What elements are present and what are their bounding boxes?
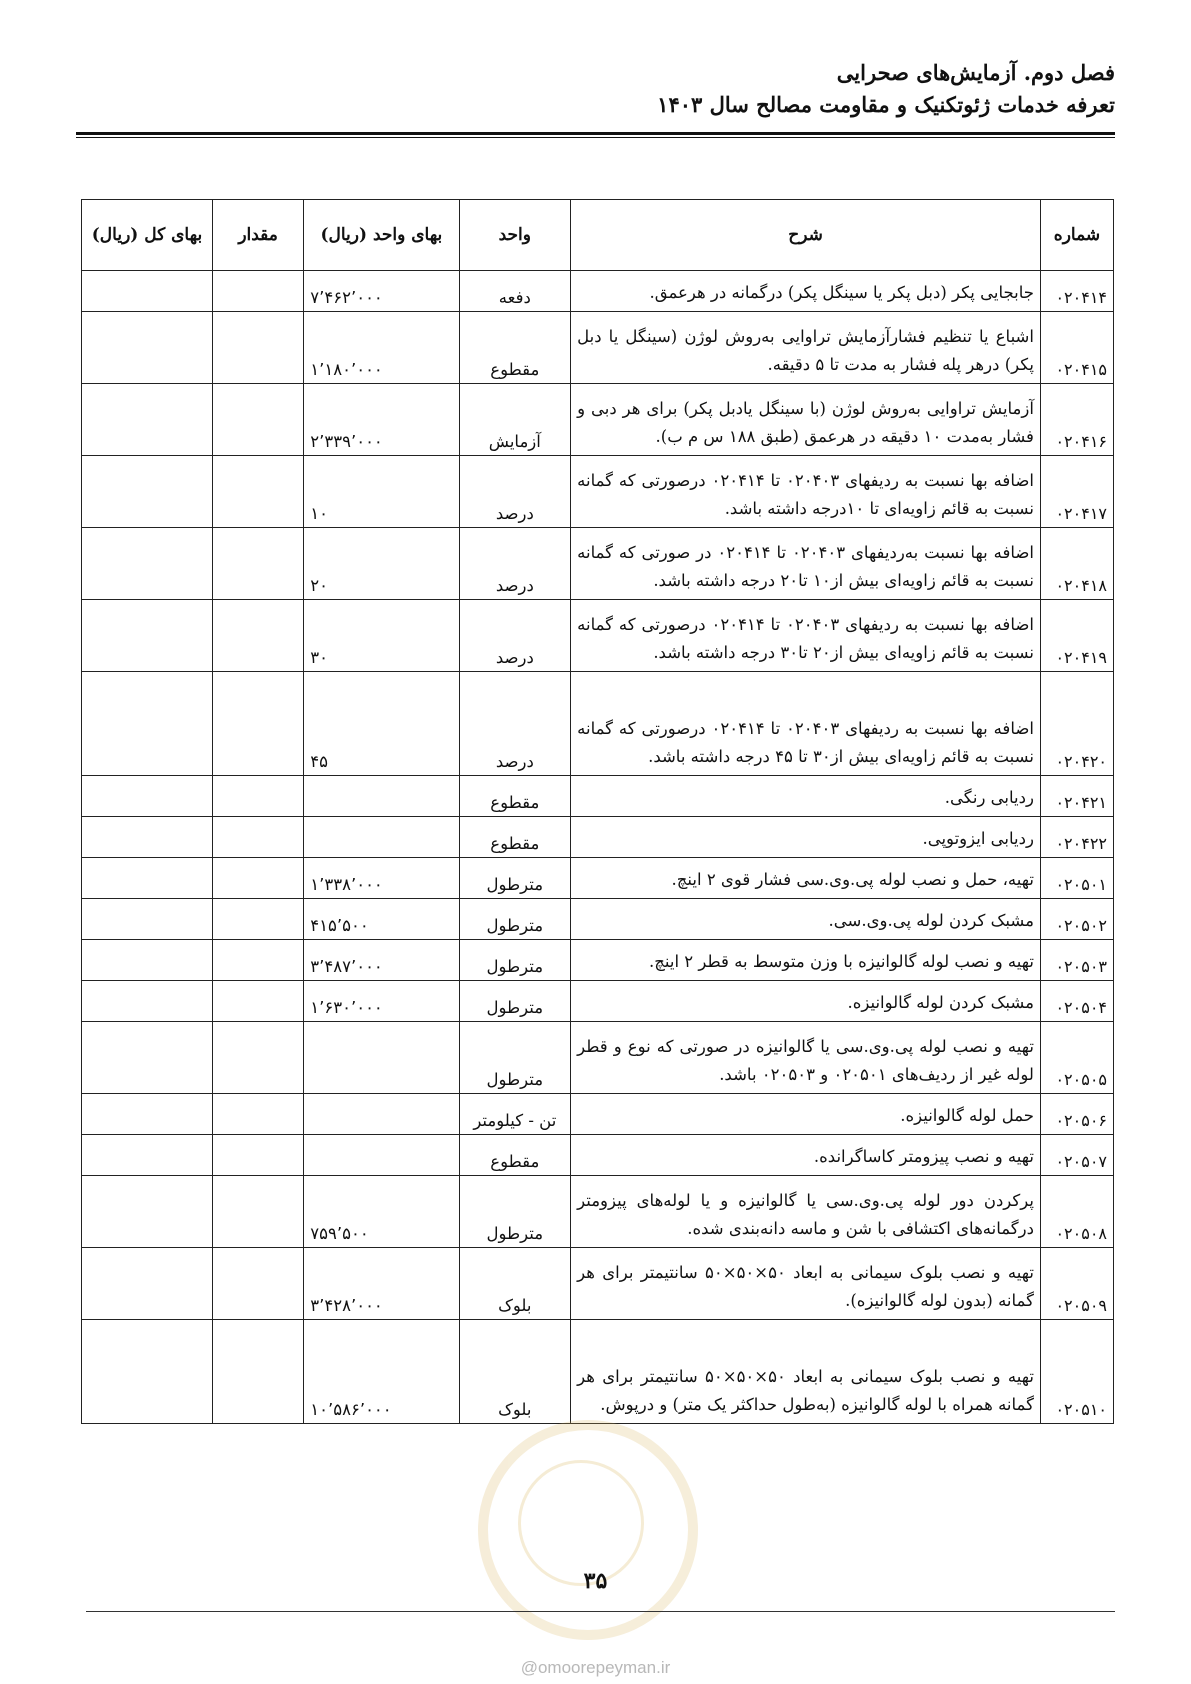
table-header-row [82, 200, 1114, 271]
item-unit-price: ۷٬۴۶۲٬۰۰۰ [304, 271, 459, 312]
table-row [82, 1094, 1114, 1135]
item-unit-price: ۳٬۴۸۷٬۰۰۰ [304, 940, 459, 981]
table-row [82, 858, 1114, 899]
item-code: ۰۲۰۵۰۷ [1040, 1135, 1113, 1176]
page-number: ۳۵ [583, 1568, 608, 1594]
item-unit: مقطوع [459, 817, 571, 858]
item-unit: مقطوع [459, 776, 571, 817]
item-code: ۰۲۰۵۱۰ [1040, 1320, 1113, 1424]
item-quantity [212, 940, 303, 981]
table-row [82, 600, 1114, 672]
item-code: ۰۲۰۴۱۴ [1040, 271, 1113, 312]
item-unit: دفعه [459, 271, 571, 312]
item-total-price [82, 1135, 213, 1176]
item-description: آزمایش تراوایی به‌روش لوژن (با سینگل یادبل پکر) برای هر دبی و فشار به‌مدت ۱۰ دقیقه در هرعمق (طبق ۱۸۸ س م ب). [571, 384, 1041, 456]
item-unit-price: ۴۱۵٬۵۰۰ [304, 899, 459, 940]
item-description: تهیه و نصب لوله گالوانیزه با وزن متوسط به قطر ۲ اینچ. [571, 940, 1041, 981]
seal-watermark-image [478, 1420, 698, 1640]
table-row [82, 776, 1114, 817]
item-unit: آزمایش [459, 384, 571, 456]
item-total-price [82, 817, 213, 858]
item-unit-price: ۷۵۹٬۵۰۰ [304, 1176, 459, 1248]
item-code: ۰۲۰۴۱۶ [1040, 384, 1113, 456]
item-unit: مترطول [459, 940, 571, 981]
item-unit: درصد [459, 456, 571, 528]
item-description: جابجایی پکر (دبل پکر یا سینگل پکر) درگمانه در هرعمق. [571, 271, 1041, 312]
item-code: ۰۲۰۵۰۱ [1040, 858, 1113, 899]
item-quantity [212, 1320, 303, 1424]
item-total-price [82, 672, 213, 776]
item-description: پرکردن دور لوله پی.وی.سی یا گالوانیزه و یا لوله‌های پیزومتر درگمانه‌های اکتشافی با شن و ماسه دانه‌بندی شده. [571, 1176, 1041, 1248]
item-unit: درصد [459, 528, 571, 600]
item-total-price [82, 312, 213, 384]
item-total-price [82, 940, 213, 981]
item-total-price [82, 858, 213, 899]
item-quantity [212, 1248, 303, 1320]
item-description: مشبک کردن لوله گالوانیزه. [571, 981, 1041, 1022]
item-description: اضافه بها نسبت به‌ردیفهای ۰۲۰۴۰۳ تا ۰۲۰۴۱۴ در صورتی که گمانه نسبت به قائم زاویه‌ای بیش از۱۰ تا۲۰ درجه داشته باشد. [571, 528, 1041, 600]
table-body [82, 271, 1114, 1424]
item-quantity [212, 600, 303, 672]
header-code: شماره [1040, 200, 1113, 271]
item-total-price [82, 981, 213, 1022]
item-unit-price [304, 776, 459, 817]
item-description: اضافه بها نسبت به ردیفهای ۰۲۰۴۰۳ تا ۰۲۰۴۱۴ درصورتی که گمانه نسبت به قائم زاویه‌ای بیش از۲۰ تا۳۰ درجه داشته باشد. [571, 600, 1041, 672]
item-unit: مترطول [459, 858, 571, 899]
item-total-price [82, 528, 213, 600]
item-code: ۰۲۰۵۰۲ [1040, 899, 1113, 940]
item-description: ردیابی رنگی. [571, 776, 1041, 817]
item-total-price [82, 1094, 213, 1135]
header-divider-thin [76, 137, 1115, 138]
item-code: ۰۲۰۵۰۳ [1040, 940, 1113, 981]
item-quantity [212, 312, 303, 384]
item-description: اشباع یا تنظیم فشارآزمایش تراوایی به‌روش لوژن (سینگل یا دبل پکر) درهر پله فشار به مدت تا ۵ دقیقه. [571, 312, 1041, 384]
item-description: تهیه و نصب بلوک سیمانی به ابعاد ۵۰×۵۰×۵۰ سانتیمتر برای هر گمانه (بدون لوله گالوانیزه). [571, 1248, 1041, 1320]
chapter-title: فصل دوم. آزمایش‌های صحرایی [836, 60, 1115, 85]
item-unit-price [304, 1022, 459, 1094]
item-total-price [82, 776, 213, 817]
item-code: ۰۲۰۴۲۲ [1040, 817, 1113, 858]
item-total-price [82, 1320, 213, 1424]
item-code: ۰۲۰۴۱۸ [1040, 528, 1113, 600]
item-code: ۰۲۰۵۰۶ [1040, 1094, 1113, 1135]
item-total-price [82, 271, 213, 312]
item-unit-price: ۴۵ [304, 672, 459, 776]
item-unit-price: ۱٬۱۸۰٬۰۰۰ [304, 312, 459, 384]
item-code: ۰۲۰۴۱۷ [1040, 456, 1113, 528]
table-row [82, 312, 1114, 384]
item-description: حمل لوله گالوانیزه. [571, 1094, 1041, 1135]
table-row [82, 981, 1114, 1022]
item-unit-price [304, 1135, 459, 1176]
item-unit: بلوک [459, 1248, 571, 1320]
item-unit-price: ۳٬۴۲۸٬۰۰۰ [304, 1248, 459, 1320]
item-quantity [212, 858, 303, 899]
item-unit: درصد [459, 600, 571, 672]
item-description: تهیه و نصب پیزومتر کاساگرانده. [571, 1135, 1041, 1176]
item-total-price [82, 600, 213, 672]
document-subtitle: تعرفه خدمات ژئوتکنیک و مقاومت مصالح سال ۱۴۰۳ [657, 92, 1115, 117]
item-quantity [212, 981, 303, 1022]
item-total-price [82, 1176, 213, 1248]
table-row [82, 271, 1114, 312]
item-description: اضافه بها نسبت به ردیفهای ۰۲۰۴۰۳ تا ۰۲۰۴۱۴ درصورتی که گمانه نسبت به قائم زاویه‌ای تا ۱۰درجه داشته باشد. [571, 456, 1041, 528]
item-quantity [212, 899, 303, 940]
item-code: ۰۲۰۴۲۱ [1040, 776, 1113, 817]
footer-divider [86, 1611, 1115, 1612]
item-code: ۰۲۰۴۱۹ [1040, 600, 1113, 672]
item-quantity [212, 1135, 303, 1176]
item-unit: مقطوع [459, 1135, 571, 1176]
table-row [82, 1176, 1114, 1248]
table-row [82, 1135, 1114, 1176]
item-unit: بلوک [459, 1320, 571, 1424]
item-quantity [212, 1022, 303, 1094]
item-quantity [212, 384, 303, 456]
header-unit-price: بهای واحد (ریال) [304, 200, 459, 271]
item-total-price [82, 456, 213, 528]
item-code: ۰۲۰۵۰۸ [1040, 1176, 1113, 1248]
item-unit-price: ۲٬۳۳۹٬۰۰۰ [304, 384, 459, 456]
item-code: ۰۲۰۵۰۴ [1040, 981, 1113, 1022]
item-unit: مترطول [459, 1176, 571, 1248]
item-unit-price: ۱۰٬۵۸۶٬۰۰۰ [304, 1320, 459, 1424]
item-quantity [212, 456, 303, 528]
header-divider [76, 132, 1115, 135]
item-code: ۰۲۰۵۰۵ [1040, 1022, 1113, 1094]
site-watermark: @omoorepeyman.ir [520, 1658, 671, 1677]
tariff-table [81, 199, 1114, 1424]
page-header [76, 58, 1115, 120]
item-unit-price: ۳۰ [304, 600, 459, 672]
table-row [82, 528, 1114, 600]
item-unit: مترطول [459, 1022, 571, 1094]
item-code: ۰۲۰۴۱۵ [1040, 312, 1113, 384]
table-row [82, 1248, 1114, 1320]
item-code: ۰۲۰۴۲۰ [1040, 672, 1113, 776]
item-unit-price: ۲۰ [304, 528, 459, 600]
item-unit: مترطول [459, 899, 571, 940]
item-unit: مقطوع [459, 312, 571, 384]
item-description: ردیابی ایزوتوپی. [571, 817, 1041, 858]
table-row [82, 456, 1114, 528]
header-unit: واحد [459, 200, 571, 271]
item-total-price [82, 1248, 213, 1320]
table-row [82, 1320, 1114, 1424]
item-quantity [212, 271, 303, 312]
header-total-price: بهای کل (ریال) [82, 200, 213, 271]
item-description: تهیه و نصب بلوک سیمانی به ابعاد ۵۰×۵۰×۵۰ سانتیمتر برای هر گمانه همراه با لوله گالوانیزه (به‌طول حداکثر یک متر) و درپوش. [571, 1320, 1041, 1424]
item-description: تهیه، حمل و نصب لوله پی.وی.سی فشار قوی ۲ اینچ. [571, 858, 1041, 899]
header-quantity: مقدار [212, 200, 303, 271]
item-quantity [212, 528, 303, 600]
item-code: ۰۲۰۵۰۹ [1040, 1248, 1113, 1320]
item-total-price [82, 1022, 213, 1094]
item-unit-price: ۱٬۶۳۰٬۰۰۰ [304, 981, 459, 1022]
table-row [82, 899, 1114, 940]
item-description: مشبک کردن لوله پی.وی.سی. [571, 899, 1041, 940]
item-description: تهیه و نصب لوله پی.وی.سی یا گالوانیزه در صورتی که نوع و قطر لوله غیر از ردیف‌های ۰۲۰۵۰۱ و ۰۲۰۵۰۳ باشد. [571, 1022, 1041, 1094]
item-unit: مترطول [459, 981, 571, 1022]
table-row [82, 1022, 1114, 1094]
item-description: اضافه بها نسبت به ردیفهای ۰۲۰۴۰۳ تا ۰۲۰۴۱۴ درصورتی که گمانه نسبت به قائم زاویه‌ای بیش از۳۰ تا ۴۵ درجه داشته باشد. [571, 672, 1041, 776]
item-quantity [212, 672, 303, 776]
item-quantity [212, 817, 303, 858]
item-unit-price [304, 1094, 459, 1135]
item-quantity [212, 1176, 303, 1248]
item-total-price [82, 899, 213, 940]
item-unit: تن - کیلومتر [459, 1094, 571, 1135]
table-row [82, 384, 1114, 456]
table-row [82, 672, 1114, 776]
item-quantity [212, 776, 303, 817]
table-row [82, 817, 1114, 858]
item-unit-price: ۱۰ [304, 456, 459, 528]
header-desc: شرح [571, 200, 1041, 271]
item-unit-price: ۱٬۳۳۸٬۰۰۰ [304, 858, 459, 899]
item-unit-price [304, 817, 459, 858]
table-row [82, 940, 1114, 981]
item-quantity [212, 1094, 303, 1135]
item-unit: درصد [459, 672, 571, 776]
item-total-price [82, 384, 213, 456]
